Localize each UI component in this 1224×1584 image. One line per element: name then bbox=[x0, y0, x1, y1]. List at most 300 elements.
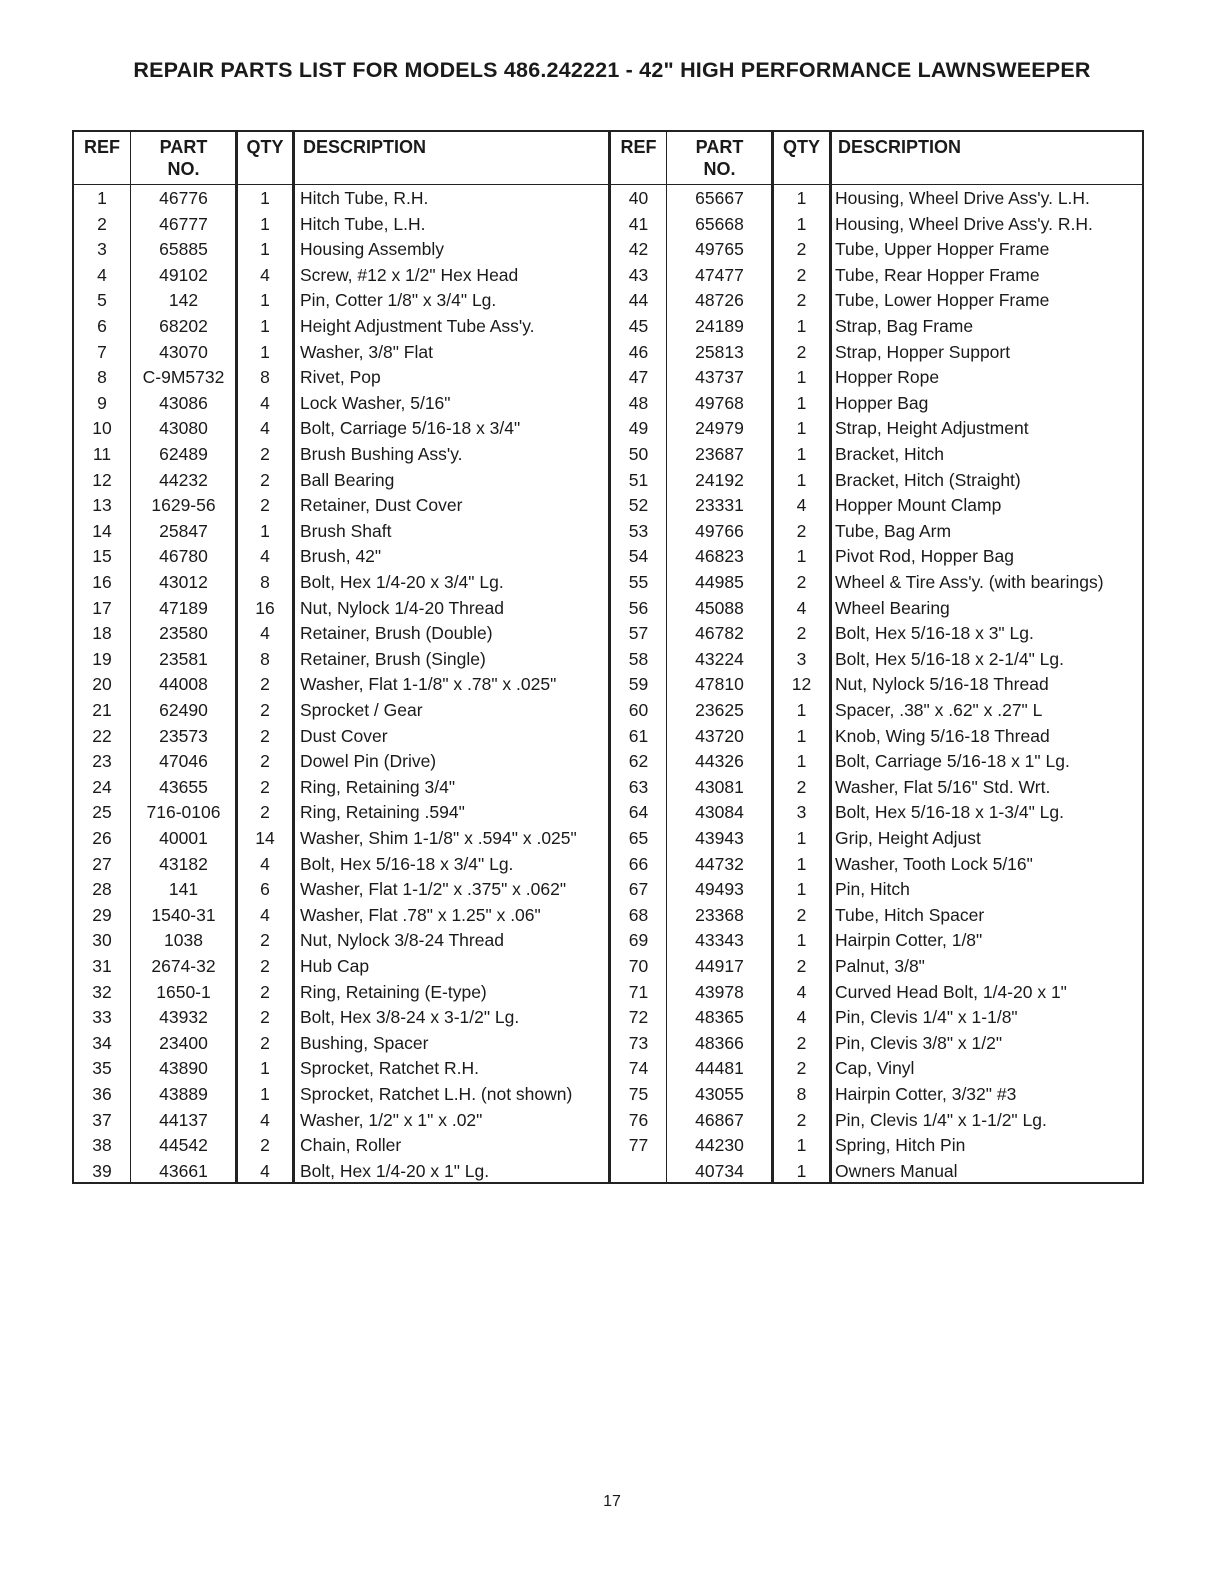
part-number-cell: 23687 bbox=[695, 444, 744, 464]
description-cell: Cap, Vinyl bbox=[835, 1058, 915, 1079]
ref-cell: 32 bbox=[92, 981, 112, 1002]
qty-cell: 4 bbox=[796, 597, 807, 618]
qty-cell: 4 bbox=[260, 623, 270, 644]
description-cell: Hub Cap bbox=[300, 956, 370, 976]
ref-cell: 17 bbox=[92, 597, 112, 618]
part-number-cell: 68202 bbox=[159, 316, 208, 336]
qty-cell: 4 bbox=[796, 981, 807, 1002]
description-cell: Bolt, Hex 5/16-18 x 2-1/4" Lg. bbox=[835, 648, 1064, 669]
description-cell: Dowel Pin (Drive) bbox=[300, 751, 437, 772]
table-row bbox=[74, 928, 1142, 954]
table-row bbox=[74, 724, 1142, 750]
header-ref: REF bbox=[620, 137, 657, 157]
ref-cell: 18 bbox=[92, 623, 112, 644]
description-cell: Housing Assembly bbox=[300, 239, 444, 260]
description-cell: Rivet, Pop bbox=[300, 367, 381, 388]
description-cell: Pin, Hitch bbox=[835, 879, 910, 900]
description-cell: Nut, Nylock 3/8-24 Thread bbox=[300, 930, 504, 951]
ref-cell: 29 bbox=[92, 904, 112, 925]
part-number-cell: 43080 bbox=[159, 418, 208, 439]
description-cell: Brush Bushing Ass'y. bbox=[300, 444, 463, 464]
qty-cell: 4 bbox=[260, 546, 270, 567]
ref-cell: 24 bbox=[92, 776, 112, 797]
qty-cell: 1 bbox=[796, 725, 807, 746]
description-cell: Bolt, Hex 1/4-20 x 3/4" Lg. bbox=[300, 572, 504, 592]
description-cell: Ring, Retaining 3/4" bbox=[300, 776, 456, 797]
ref-cell: 43 bbox=[628, 264, 649, 285]
qty-cell: 4 bbox=[260, 1160, 270, 1181]
qty-cell: 2 bbox=[796, 341, 807, 362]
qty-cell: 2 bbox=[796, 904, 807, 925]
qty-cell: 2 bbox=[796, 1032, 807, 1053]
ref-cell: 53 bbox=[628, 520, 649, 541]
part-number-cell: 62489 bbox=[159, 444, 208, 464]
qty-cell: 1 bbox=[796, 392, 807, 413]
part-number-cell: 43661 bbox=[159, 1160, 208, 1181]
ref-cell: 60 bbox=[628, 700, 649, 720]
description-cell: Pivot Rod, Hopper Bag bbox=[835, 546, 1014, 567]
qty-cell: 2 bbox=[260, 930, 270, 951]
table-row bbox=[74, 1005, 1142, 1031]
ref-cell: 2 bbox=[97, 213, 107, 234]
description-cell: Hairpin Cotter, 1/8" bbox=[835, 930, 983, 951]
ref-cell: 34 bbox=[92, 1032, 112, 1053]
ref-cell: 73 bbox=[628, 1032, 649, 1053]
part-number-cell: 24979 bbox=[695, 418, 744, 439]
part-number-cell: 49766 bbox=[695, 520, 744, 541]
qty-cell: 1 bbox=[796, 853, 807, 874]
table-row bbox=[74, 1031, 1142, 1057]
qty-cell: 1 bbox=[260, 239, 270, 260]
ref-cell: 56 bbox=[628, 597, 649, 618]
ref-cell: 75 bbox=[628, 1084, 649, 1104]
qty-cell: 1 bbox=[260, 520, 270, 541]
part-number-cell: 1629-56 bbox=[151, 495, 216, 516]
ref-cell: 65 bbox=[628, 828, 649, 848]
header-qty: QTY bbox=[246, 137, 284, 157]
description-cell: Retainer, Dust Cover bbox=[300, 495, 463, 516]
qty-cell: 8 bbox=[260, 572, 270, 592]
description-cell: Washer, 3/8" Flat bbox=[300, 341, 433, 362]
description-cell: Pin, Clevis 1/4" x 1-1/2" Lg. bbox=[835, 1109, 1047, 1130]
description-cell: Curved Head Bolt, 1/4-20 x 1" bbox=[835, 981, 1067, 1002]
part-number-cell: 65885 bbox=[159, 239, 208, 260]
part-number-cell: 1540-31 bbox=[151, 904, 216, 925]
qty-cell: 8 bbox=[260, 648, 270, 669]
description-cell: Hopper Bag bbox=[835, 392, 929, 413]
qty-cell: 1 bbox=[260, 188, 270, 208]
header-description: DESCRIPTION bbox=[303, 137, 427, 157]
table-row bbox=[74, 621, 1142, 647]
part-number-cell: 44542 bbox=[159, 1135, 208, 1156]
qty-cell: 1 bbox=[260, 341, 270, 362]
ref-cell: 10 bbox=[92, 418, 112, 439]
ref-cell: 51 bbox=[628, 469, 649, 490]
qty-cell: 1 bbox=[796, 930, 807, 951]
part-number-cell: 48365 bbox=[695, 1007, 744, 1028]
qty-cell: 2 bbox=[260, 776, 270, 797]
qty-cell: 4 bbox=[260, 418, 270, 439]
description-cell: Pin, Clevis 1/4" x 1-1/8" bbox=[835, 1007, 1018, 1028]
qty-cell: 8 bbox=[260, 367, 270, 388]
ref-cell: 45 bbox=[628, 316, 649, 336]
ref-cell: 69 bbox=[628, 930, 649, 951]
description-cell: Hopper Rope bbox=[835, 367, 940, 388]
qty-cell: 1 bbox=[796, 700, 807, 720]
part-number-cell: 1038 bbox=[164, 930, 203, 951]
description-cell: Bracket, Hitch (Straight) bbox=[835, 469, 1021, 490]
ref-cell: 35 bbox=[92, 1058, 112, 1079]
part-number-cell: 43070 bbox=[159, 341, 208, 362]
description-cell: Hopper Mount Clamp bbox=[835, 495, 1002, 516]
ref-cell: 12 bbox=[92, 469, 112, 490]
ref-cell: 41 bbox=[628, 213, 649, 234]
ref-cell: 39 bbox=[92, 1160, 112, 1181]
qty-cell: 2 bbox=[260, 469, 270, 490]
qty-cell: 2 bbox=[260, 725, 270, 746]
header-part-label: PART bbox=[695, 137, 744, 157]
part-number-cell: 23580 bbox=[159, 623, 208, 644]
ref-cell: 1 bbox=[97, 188, 107, 208]
table-row bbox=[74, 263, 1142, 289]
table-row bbox=[74, 416, 1142, 442]
ref-cell: 25 bbox=[92, 802, 112, 823]
part-number-cell: 46776 bbox=[159, 188, 208, 208]
description-cell: Grip, Height Adjust bbox=[835, 828, 981, 848]
part-number-cell: 49768 bbox=[695, 392, 744, 413]
description-cell: Ball Bearing bbox=[300, 469, 395, 490]
part-number-cell: 46782 bbox=[695, 623, 744, 644]
description-cell: Bracket, Hitch bbox=[835, 444, 944, 464]
ref-cell: 3 bbox=[97, 239, 107, 260]
ref-cell: 31 bbox=[92, 956, 112, 976]
qty-cell: 2 bbox=[260, 444, 270, 464]
ref-cell: 40 bbox=[628, 188, 649, 208]
table-row bbox=[74, 852, 1142, 878]
part-number-cell: 43737 bbox=[695, 367, 744, 388]
part-number-cell: 44985 bbox=[695, 572, 744, 592]
qty-cell: 4 bbox=[796, 495, 807, 516]
ref-cell: 54 bbox=[628, 546, 649, 567]
ref-cell: 23 bbox=[92, 751, 112, 772]
description-cell: Pin, Clevis 3/8" x 1/2" bbox=[835, 1032, 1003, 1053]
description-cell: Hairpin Cotter, 3/32" #3 bbox=[835, 1084, 1017, 1104]
description-cell: Tube, Rear Hopper Frame bbox=[835, 264, 1040, 285]
part-number-cell: 25847 bbox=[159, 520, 208, 541]
description-cell: Bolt, Hex 5/16-18 x 3/4" Lg. bbox=[300, 853, 514, 874]
description-cell: Strap, Height Adjustment bbox=[835, 418, 1029, 439]
description-cell: Owners Manual bbox=[835, 1160, 958, 1181]
parts-table bbox=[72, 130, 1144, 1184]
part-number-cell: 44326 bbox=[695, 751, 744, 772]
qty-cell: 2 bbox=[796, 290, 807, 311]
description-cell: Nut, Nylock 1/4-20 Thread bbox=[300, 597, 504, 618]
part-number-cell: 44008 bbox=[159, 674, 208, 695]
table-row bbox=[74, 570, 1142, 596]
table-row bbox=[74, 186, 1142, 212]
qty-cell: 4 bbox=[260, 853, 270, 874]
description-cell: Washer, Flat .78" x 1.25" x .06" bbox=[300, 904, 541, 925]
part-number-cell: 44732 bbox=[695, 853, 744, 874]
part-number-cell: 43655 bbox=[159, 776, 208, 797]
description-cell: Bolt, Hex 3/8-24 x 3-1/2" Lg. bbox=[300, 1007, 520, 1028]
qty-cell: 2 bbox=[796, 520, 807, 541]
qty-cell: 3 bbox=[796, 648, 807, 669]
header-part bbox=[668, 136, 771, 180]
description-cell: Brush Shaft bbox=[300, 520, 392, 541]
table-row bbox=[74, 237, 1142, 263]
part-number-cell: 141 bbox=[168, 879, 199, 900]
qty-cell: 1 bbox=[796, 1135, 807, 1156]
description-cell: Screw, #12 x 1/2" Hex Head bbox=[300, 264, 519, 285]
qty-cell: 1 bbox=[796, 367, 807, 388]
description-cell: Wheel & Tire Ass'y. (with bearings) bbox=[835, 572, 1104, 592]
part-number-cell: 47477 bbox=[695, 264, 744, 285]
description-cell: Bolt, Carriage 5/16-18 x 3/4" bbox=[300, 418, 521, 439]
qty-cell: 2 bbox=[260, 1007, 270, 1028]
part-number-cell: 43343 bbox=[695, 930, 744, 951]
description-cell: Spacer, .38" x .62" x .27" L bbox=[835, 700, 1043, 720]
qty-cell: 2 bbox=[260, 802, 270, 823]
description-cell: Brush, 42" bbox=[300, 546, 382, 567]
part-number-cell: 47810 bbox=[695, 674, 744, 695]
part-number-cell: 43055 bbox=[695, 1084, 744, 1104]
header-ref: REF bbox=[84, 137, 120, 157]
ref-cell: 33 bbox=[92, 1007, 112, 1028]
description-cell: Washer, Flat 5/16" Std. Wrt. bbox=[835, 776, 1051, 797]
description-cell: Wheel Bearing bbox=[835, 597, 950, 618]
description-cell: Housing, Wheel Drive Ass'y. R.H. bbox=[835, 213, 1093, 234]
qty-cell: 2 bbox=[260, 956, 270, 976]
table-row bbox=[74, 212, 1142, 238]
part-number-cell: 43943 bbox=[695, 828, 744, 848]
qty-cell: 1 bbox=[796, 444, 807, 464]
part-number-cell: C-9M5732 bbox=[142, 367, 225, 388]
description-cell: Tube, Hitch Spacer bbox=[835, 904, 985, 925]
part-number-cell: 40734 bbox=[695, 1160, 744, 1181]
description-cell: Spring, Hitch Pin bbox=[835, 1135, 966, 1156]
qty-cell: 2 bbox=[796, 572, 807, 592]
ref-cell: 62 bbox=[628, 751, 649, 772]
part-number-cell: 49493 bbox=[695, 879, 744, 900]
description-cell: Bolt, Hex 5/16-18 x 3" Lg. bbox=[835, 623, 1034, 644]
ref-cell: 27 bbox=[92, 853, 112, 874]
description-cell: Washer, Flat 1-1/8" x .78" x .025" bbox=[300, 674, 557, 695]
qty-cell: 2 bbox=[260, 495, 270, 516]
qty-cell: 2 bbox=[260, 1135, 270, 1156]
part-number-cell: 24189 bbox=[695, 316, 744, 336]
qty-cell: 1 bbox=[796, 751, 807, 772]
ref-cell: 28 bbox=[92, 879, 112, 900]
ref-cell: 72 bbox=[628, 1007, 649, 1028]
part-number-cell: 44137 bbox=[159, 1109, 208, 1130]
table-row bbox=[74, 442, 1142, 468]
qty-cell: 14 bbox=[255, 828, 275, 848]
part-number-cell: 23625 bbox=[695, 700, 744, 720]
description-cell: Housing, Wheel Drive Ass'y. L.H. bbox=[835, 188, 1090, 208]
header-qty: QTY bbox=[782, 137, 820, 157]
description-cell: Strap, Bag Frame bbox=[835, 316, 974, 336]
part-number-cell: 46867 bbox=[695, 1109, 744, 1130]
description-cell: Bolt, Hex 5/16-18 x 1-3/4" Lg. bbox=[835, 802, 1064, 823]
table-row bbox=[74, 1159, 1142, 1185]
qty-cell: 3 bbox=[796, 802, 807, 823]
ref-cell: 11 bbox=[92, 444, 112, 464]
table-row bbox=[74, 647, 1142, 673]
part-number-cell: 46823 bbox=[695, 546, 744, 567]
table-row bbox=[74, 672, 1142, 698]
ref-cell: 68 bbox=[628, 904, 649, 925]
part-number-cell: 716-0106 bbox=[146, 802, 221, 823]
qty-cell: 1 bbox=[796, 828, 807, 848]
table-row bbox=[74, 493, 1142, 519]
ref-cell: 5 bbox=[97, 290, 107, 311]
table-row bbox=[74, 314, 1142, 340]
ref-cell: 63 bbox=[628, 776, 649, 797]
table-row bbox=[74, 698, 1142, 724]
table-row bbox=[74, 1056, 1142, 1082]
ref-cell: 50 bbox=[628, 444, 649, 464]
description-cell: Bushing, Spacer bbox=[300, 1032, 429, 1053]
qty-cell: 2 bbox=[796, 623, 807, 644]
part-number-cell: 44230 bbox=[695, 1135, 744, 1156]
qty-cell: 1 bbox=[796, 1160, 807, 1181]
qty-cell: 12 bbox=[791, 674, 812, 695]
ref-cell: 36 bbox=[92, 1084, 112, 1104]
ref-cell: 37 bbox=[92, 1109, 112, 1130]
ref-cell: 76 bbox=[628, 1109, 649, 1130]
description-cell: Dust Cover bbox=[300, 725, 388, 746]
table-row bbox=[74, 1082, 1142, 1108]
qty-cell: 1 bbox=[796, 469, 807, 490]
qty-cell: 4 bbox=[260, 392, 270, 413]
description-cell: Pin, Cotter 1/8" x 3/4" Lg. bbox=[300, 290, 497, 311]
table-row bbox=[74, 903, 1142, 929]
qty-cell: 1 bbox=[260, 1058, 270, 1079]
part-number-cell: 23573 bbox=[159, 725, 208, 746]
qty-cell: 1 bbox=[796, 418, 807, 439]
description-cell: Sprocket, Ratchet L.H. (not shown) bbox=[300, 1084, 573, 1104]
part-number-cell: 43224 bbox=[695, 648, 744, 669]
part-number-cell: 46780 bbox=[159, 546, 208, 567]
description-cell: Sprocket / Gear bbox=[300, 700, 423, 720]
ref-cell: 67 bbox=[628, 879, 649, 900]
part-number-cell: 49102 bbox=[159, 264, 208, 285]
table-row bbox=[74, 775, 1142, 801]
qty-cell: 4 bbox=[260, 904, 270, 925]
qty-cell: 2 bbox=[796, 1058, 807, 1079]
description-cell: Tube, Upper Hopper Frame bbox=[835, 239, 1050, 260]
ref-cell: 47 bbox=[628, 367, 649, 388]
description-cell: Nut, Nylock 5/16-18 Thread bbox=[835, 674, 1049, 695]
table-row bbox=[74, 365, 1142, 391]
qty-cell: 4 bbox=[796, 1007, 807, 1028]
part-number-cell: 65667 bbox=[695, 188, 744, 208]
ref-cell: 9 bbox=[97, 392, 107, 413]
description-cell: Tube, Lower Hopper Frame bbox=[835, 290, 1050, 311]
ref-cell: 26 bbox=[92, 828, 112, 848]
qty-cell: 1 bbox=[796, 213, 807, 234]
table-row bbox=[74, 1108, 1142, 1134]
table-row bbox=[74, 800, 1142, 826]
part-number-cell: 43720 bbox=[695, 725, 744, 746]
ref-cell: 4 bbox=[97, 264, 107, 285]
ref-cell: 6 bbox=[97, 316, 107, 336]
part-number-cell: 23400 bbox=[159, 1032, 208, 1053]
qty-cell: 6 bbox=[260, 879, 270, 900]
table-row bbox=[74, 596, 1142, 622]
description-cell: Washer, 1/2" x 1" x .02" bbox=[300, 1109, 483, 1130]
table-row bbox=[74, 877, 1142, 903]
ref-cell: 7 bbox=[97, 341, 107, 362]
description-cell: Washer, Tooth Lock 5/16" bbox=[835, 853, 1033, 874]
description-cell: Bolt, Hex 1/4-20 x 1" Lg. bbox=[300, 1160, 490, 1181]
ref-cell: 61 bbox=[628, 725, 649, 746]
ref-cell: 74 bbox=[628, 1058, 649, 1079]
qty-cell: 2 bbox=[796, 239, 807, 260]
qty-cell: 4 bbox=[260, 264, 270, 285]
ref-cell: 57 bbox=[628, 623, 649, 644]
part-number-cell: 43086 bbox=[159, 392, 208, 413]
qty-cell: 1 bbox=[796, 546, 807, 567]
table-row bbox=[74, 468, 1142, 494]
part-number-cell: 49765 bbox=[695, 239, 744, 260]
part-number-cell: 48726 bbox=[695, 290, 744, 311]
ref-cell: 19 bbox=[92, 648, 112, 669]
description-cell: Tube, Bag Arm bbox=[835, 520, 952, 541]
part-number-cell: 45088 bbox=[695, 597, 744, 618]
qty-cell: 16 bbox=[255, 597, 275, 618]
qty-cell: 8 bbox=[796, 1084, 807, 1104]
header-part-no: NO. bbox=[167, 159, 200, 179]
description-cell: Washer, Flat 1-1/2" x .375" x .062" bbox=[300, 879, 567, 900]
part-number-cell: 43932 bbox=[159, 1007, 208, 1028]
part-number-cell: 48366 bbox=[695, 1032, 744, 1053]
part-number-cell: 23581 bbox=[159, 648, 208, 669]
qty-cell: 2 bbox=[260, 700, 270, 720]
page-title: REPAIR PARTS LIST FOR MODELS 486.242221 - 42" HIGH PERFORMANCE LAWNSWEEPER bbox=[133, 58, 1091, 82]
header-part bbox=[132, 136, 235, 180]
part-number-cell: 44232 bbox=[159, 469, 208, 490]
description-cell: Chain, Roller bbox=[300, 1135, 402, 1156]
qty-cell: 4 bbox=[260, 1109, 270, 1130]
ref-cell: 66 bbox=[628, 853, 649, 874]
ref-cell: 49 bbox=[628, 418, 649, 439]
qty-cell: 1 bbox=[796, 879, 807, 900]
qty-cell: 2 bbox=[260, 1032, 270, 1053]
ref-cell: 8 bbox=[97, 367, 107, 388]
qty-cell: 2 bbox=[796, 956, 807, 976]
ref-cell: 48 bbox=[628, 392, 649, 413]
ref-cell: 13 bbox=[92, 495, 112, 516]
ref-cell: 42 bbox=[628, 239, 649, 260]
part-number-cell: 47189 bbox=[159, 597, 208, 618]
part-number-cell: 25813 bbox=[695, 341, 744, 362]
part-number-cell: 43890 bbox=[159, 1058, 208, 1079]
description-cell: Hitch Tube, R.H. bbox=[300, 188, 429, 208]
description-cell: Knob, Wing 5/16-18 Thread bbox=[835, 725, 1050, 746]
ref-cell: 77 bbox=[628, 1135, 649, 1156]
table-row bbox=[74, 544, 1142, 570]
part-number-cell: 43081 bbox=[695, 776, 744, 797]
part-number-cell: 46777 bbox=[159, 213, 208, 234]
part-number-cell: 40001 bbox=[159, 828, 208, 848]
qty-cell: 2 bbox=[796, 776, 807, 797]
ref-cell: 58 bbox=[628, 648, 649, 669]
description-cell: Retainer, Brush (Single) bbox=[300, 648, 486, 669]
part-number-cell: 43182 bbox=[159, 853, 208, 874]
ref-cell: 70 bbox=[628, 956, 649, 976]
